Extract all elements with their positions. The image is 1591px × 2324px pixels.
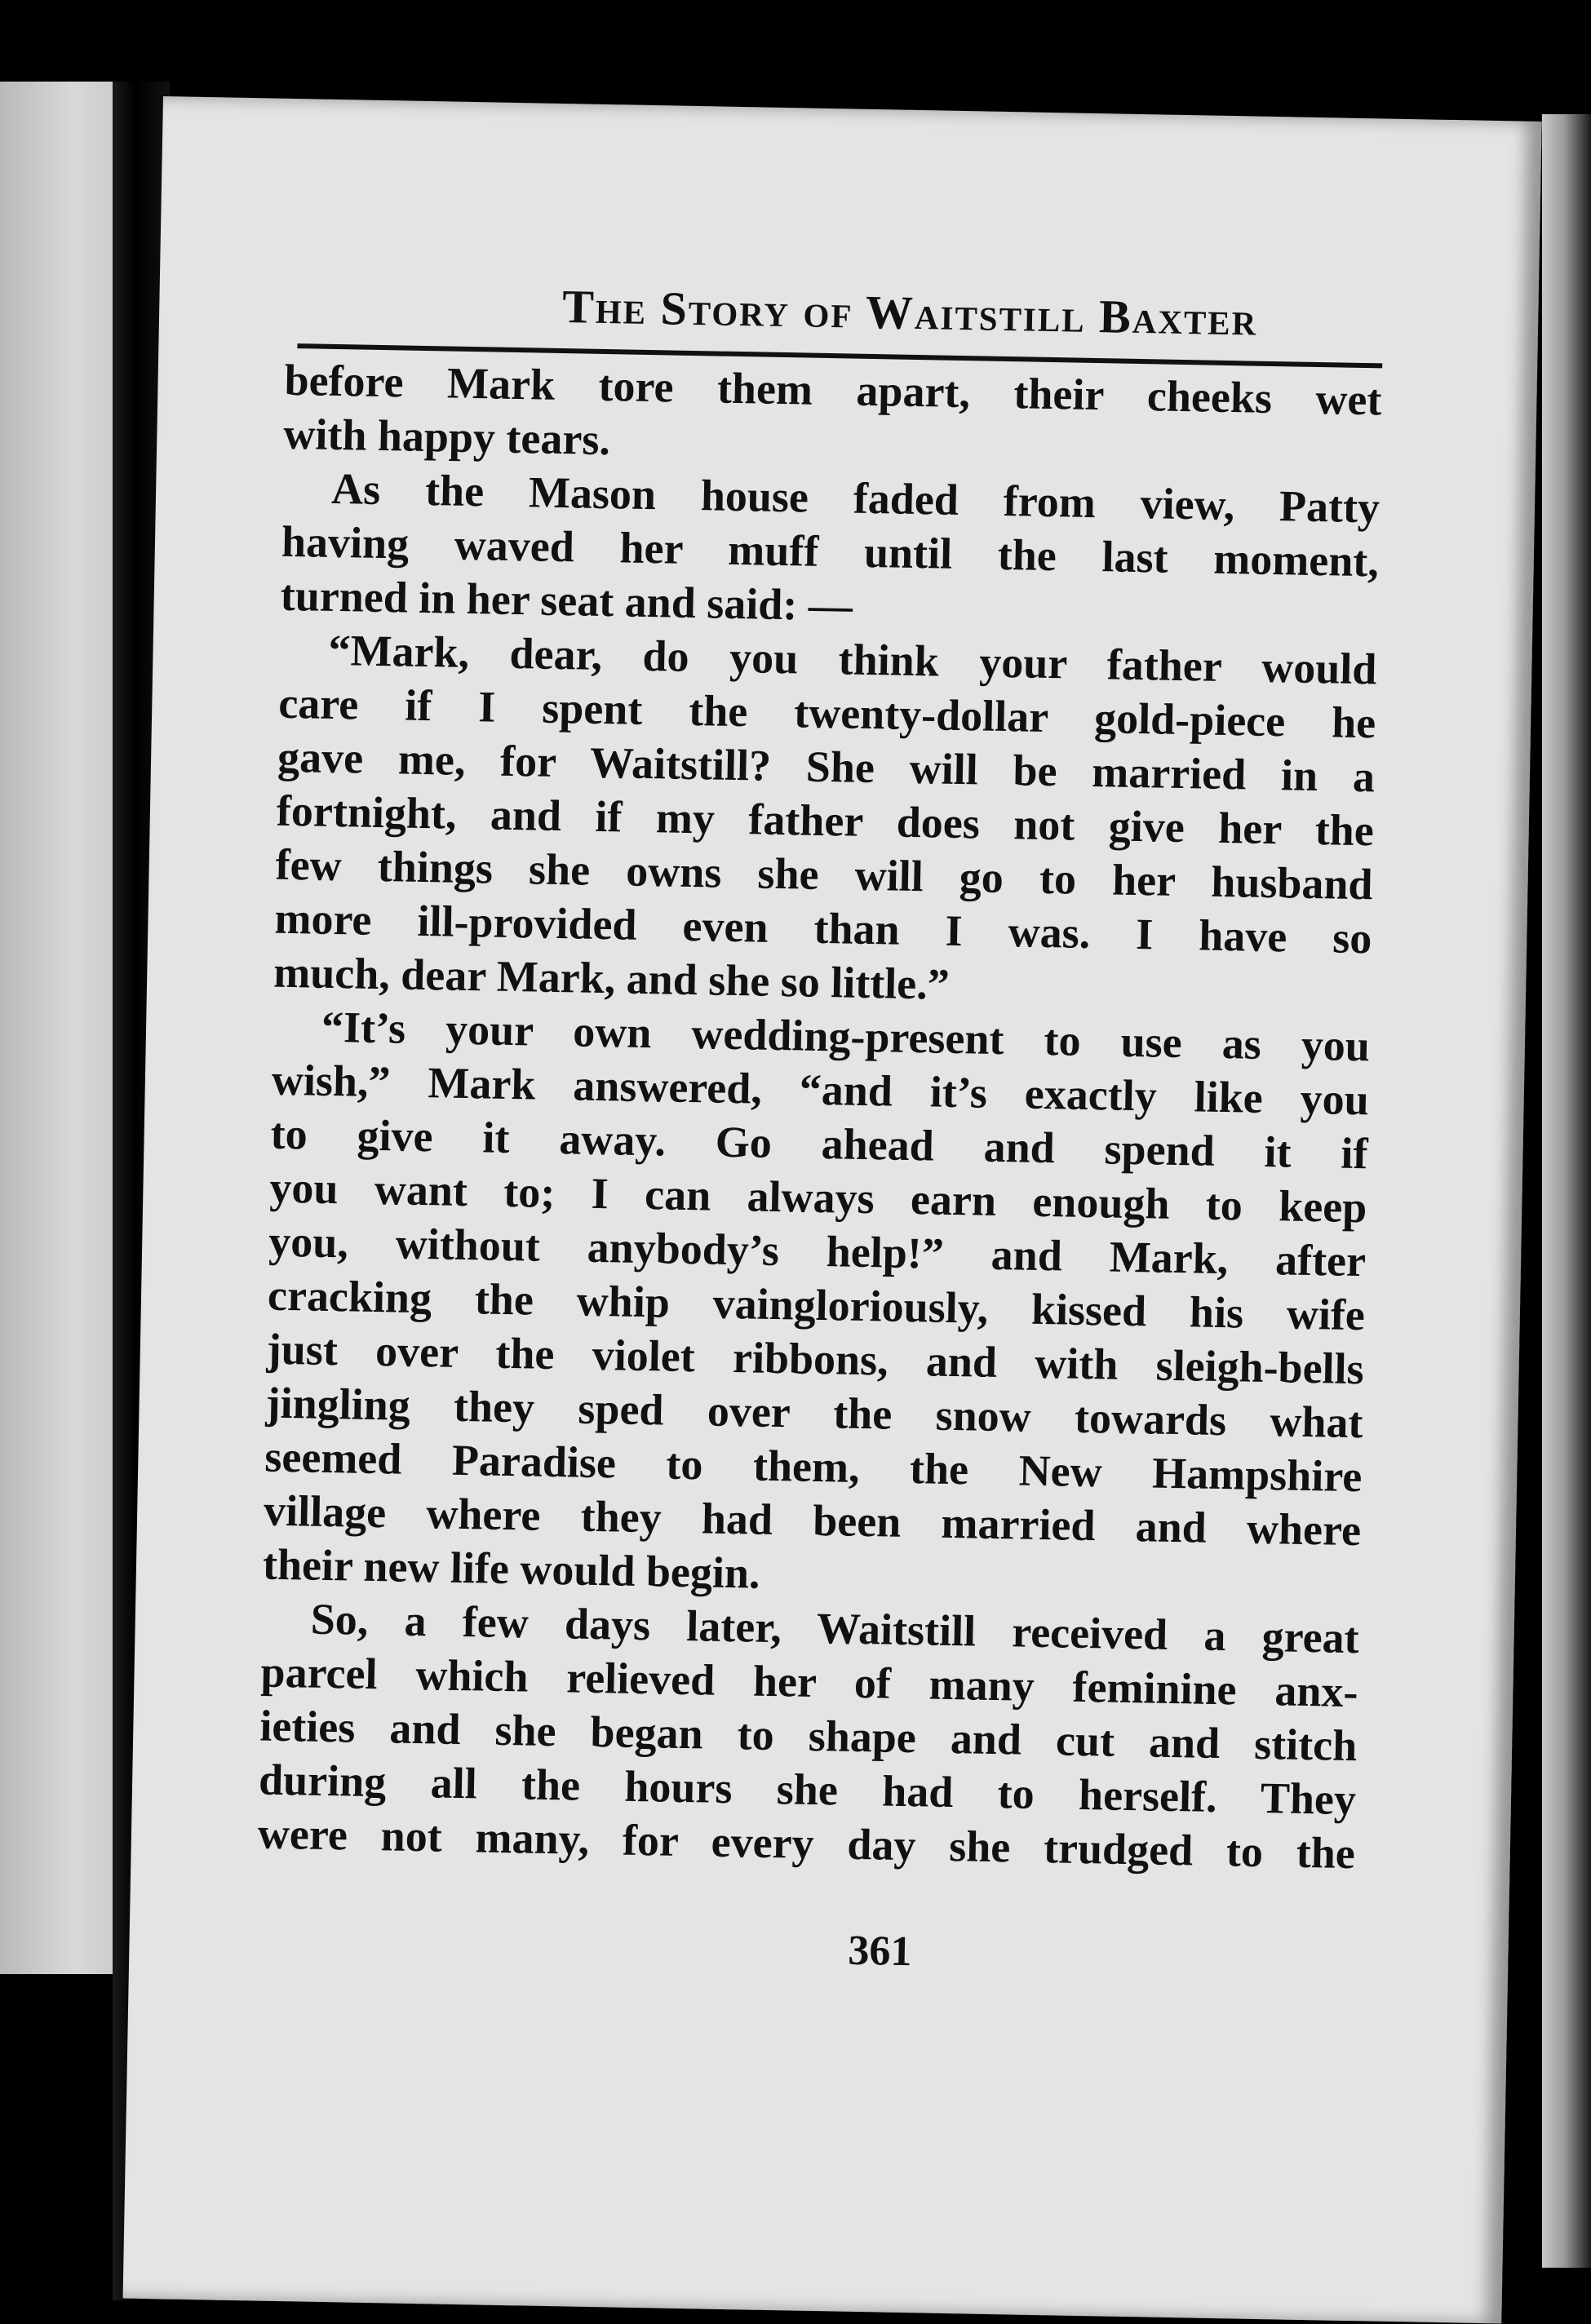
text-line: cracking the whip vaingloriously, kissed his wife [267,1270,1366,1340]
text-line: with happy tears. [282,409,611,465]
text-line: few things she owns she will go to her husband [275,839,1374,910]
text-line: just over the violet ribbons, and with sleigh-bells [266,1324,1365,1394]
text-line: turned in her seat and said: — [280,570,853,631]
text-line: much, dear Mark, and she so little.” [273,947,951,1009]
text-line: jingling they sped over the snow towards what [265,1378,1363,1448]
text-line: you, without anybody’s help!” and Mark, after [268,1216,1367,1286]
text-line: So, a few days later, Waitstill received a great [310,1594,1360,1663]
text-line: before Mark tore them apart, their cheeks wet [284,355,1382,425]
text-line: parcel which relieved her of many feminine anx- [260,1647,1358,1717]
text-line: during all the hours she had to herself. They [258,1755,1357,1825]
text-line: “It’s your own wedding-present to use as you [321,1002,1371,1071]
text-line: more ill-provided even than I was. I have so [274,893,1372,963]
text-line: were not many, for every day she trudged to the [257,1808,1356,1879]
page-number: 361 [847,1927,912,1976]
text-line: “Mark, dear, do you think your father would [328,625,1377,694]
text-line: As the Mason house faded from view, Patty [330,463,1380,533]
text-line: to give it away. Go ahead and spend it if [270,1109,1369,1179]
running-head: The Story of Waitstill Baxter [561,280,1258,346]
facing-page-edge [0,82,122,1974]
text-line: having waved her muff until the last moment, [281,516,1380,587]
text-line: fortnight, and if my father does not give her the [276,786,1375,856]
text-line: their new life would begin. [262,1539,761,1598]
text-line: gave me, for Waitstill? She will be married in a [277,732,1376,802]
page-stack-edge [1542,114,1591,2268]
body-text [257,353,1382,1880]
book-page [123,96,1542,2324]
text-line: wish,” Mark answered, “and it’s exactly like you [271,1055,1370,1125]
text-line: village where they had been married and where [263,1485,1362,1556]
text-line: seemed Paradise to them, the New Hampshire [264,1432,1363,1502]
text-line: you want to; I can always earn enough to keep [268,1162,1367,1233]
text-line: ieties and she began to shape and cut and stitch [259,1701,1358,1771]
text-line: care if I spent the twenty-dollar gold-piece he [277,678,1376,748]
